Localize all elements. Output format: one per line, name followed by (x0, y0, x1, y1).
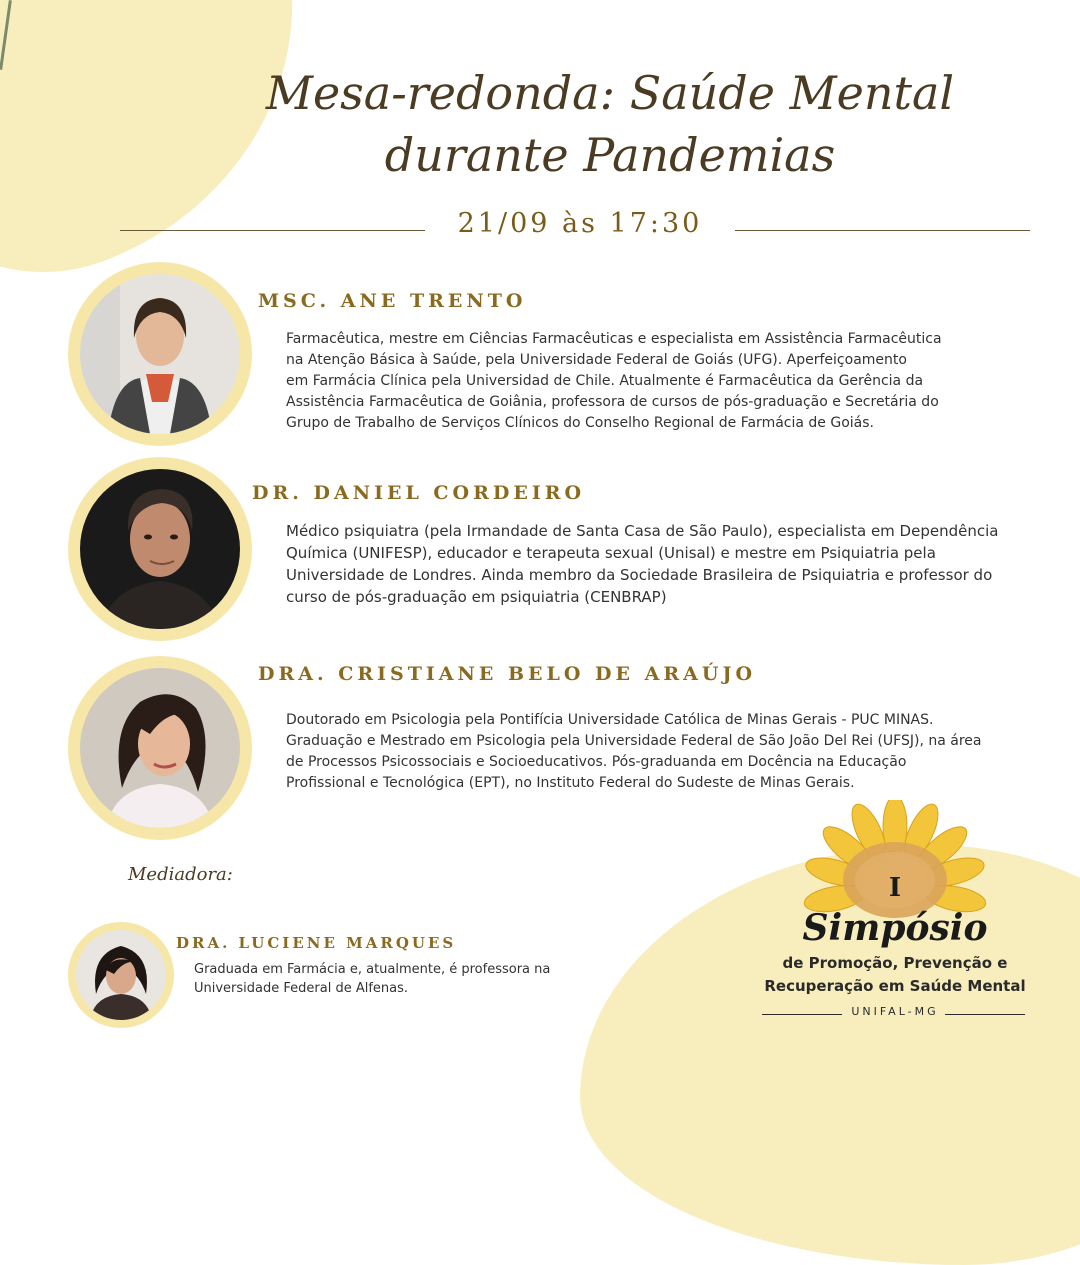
speaker-1-bio-line: Farmacêutica, mestre em Ciências Farmacêuticas e especialista em Assistência Farmacêutica (286, 331, 942, 347)
speaker-1-bio-line: Grupo de Trabalho de Serviços Clínicos do Conselho Regional de Farmácia de Goiás. (286, 415, 874, 431)
speaker-1-bio (286, 329, 942, 434)
mediator-avatar (68, 922, 174, 1028)
speaker-3-bio-line: Profissional e Tecnológica (EPT), no Instituto Federal do Sudeste de Minas Gerais. (286, 775, 855, 791)
logo-divider-right (945, 1014, 1025, 1015)
event-title-line-1: Mesa-redonda: Saúde Mental (265, 66, 955, 120)
mediator-photo (76, 930, 166, 1020)
speaker-2-avatar (68, 457, 252, 641)
event-date: 21/09 às 17:30 (457, 208, 703, 239)
divider-left (120, 230, 425, 231)
speaker-1-bio-line: na Atenção Básica à Saúde, pela Universidade Federal de Goiás (UFG). Aperfeiçoamento (286, 352, 907, 368)
logo-numeral: I (888, 873, 902, 903)
speaker-3-avatar (68, 656, 252, 840)
speaker-1-name: MSC. ANE TRENTO (258, 290, 527, 312)
logo-subtitle-line-2: Recuperação em Saúde Mental (764, 977, 1026, 995)
speaker-1-bio-line: Assistência Farmacêutica de Goiânia, professora de cursos de pós-graduação e Secretária do (286, 394, 939, 410)
logo-title: Simpósio (802, 907, 988, 949)
mediator-bio (194, 960, 550, 998)
speaker-1-bio-line: em Farmácia Clínica pela Universidad de Chile. Atualmente é Farmacêutica da Gerência da (286, 373, 924, 389)
divider-right (735, 230, 1030, 231)
logo-institution: UNIFAL-MG (851, 1005, 939, 1018)
speaker-3-photo (80, 668, 240, 828)
speaker-2-name: DR. DANIEL CORDEIRO (252, 482, 586, 504)
sunflower-icon (740, 800, 1050, 950)
event-title-line-2: durante Pandemias (384, 128, 836, 182)
symposium-logo (740, 800, 1050, 1040)
mediator-bio-line: Universidade Federal de Alfenas. (194, 981, 409, 996)
speaker-2-bio-line: Química (UNIFESP), educador e terapeuta sexual (Unisal) e mestre em Psiquiatria pela (286, 544, 936, 562)
speaker-1-avatar (68, 262, 252, 446)
mediator-bio-line: Graduada em Farmácia e, atualmente, é professora na (194, 962, 551, 977)
event-title (200, 62, 1020, 186)
speaker-3-bio (286, 710, 981, 794)
speaker-3-name: DRA. CRISTIANE BELO DE ARAÚJO (258, 663, 757, 685)
speaker-1-photo (80, 274, 240, 434)
speaker-3-bio-line: Doutorado em Psicologia pela Pontifícia Universidade Católica de Minas Gerais - PUC MINAS. (286, 712, 934, 728)
speaker-2-bio (286, 520, 998, 608)
speaker-2-photo (80, 469, 240, 629)
logo-subtitle-line-1: de Promoção, Prevenção e (782, 954, 1008, 972)
speaker-2-bio-line: curso de pós-graduação em psiquiatria (CENBRAP) (286, 588, 667, 606)
speaker-3-bio-line: Graduação e Mestrado em Psicologia pela Universidade Federal de São João Del Rei (UFSJ), na área (286, 733, 982, 749)
mediator-label: Mediadora: (128, 864, 233, 885)
speaker-3-bio-line: de Processos Psicossociais e Socioeducativos. Pós-graduanda em Docência na Educação (286, 754, 907, 770)
date-row (110, 208, 1030, 248)
logo-subtitle (740, 952, 1050, 998)
speaker-2-bio-line: Universidade de Londres. Ainda membro da Sociedade Brasileira de Psiquiatria e professor do (286, 566, 993, 584)
speaker-2-bio-line: Médico psiquiatra (pela Irmandade de Santa Casa de São Paulo), especialista em Dependência (286, 522, 999, 540)
mediator-name: DRA. LUCIENE MARQUES (176, 934, 457, 952)
